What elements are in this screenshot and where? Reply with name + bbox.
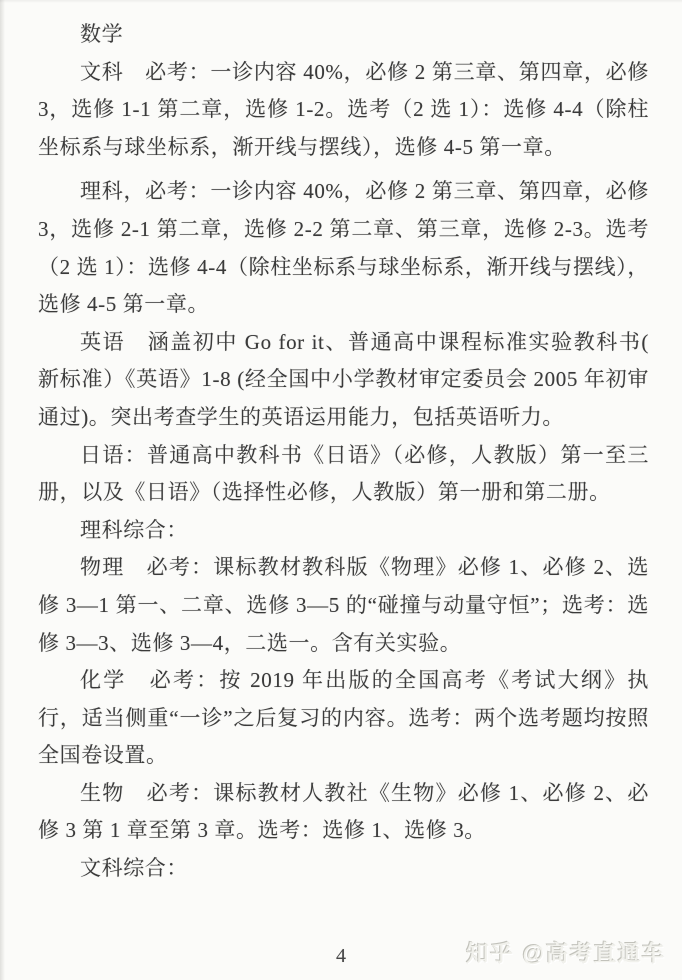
paragraph-english: 英语 涵盖初中 Go for it、普通高中课程标准实验教科书( 新标准）《英语》1-8 (经全国中小学教材审定委员会 2005 年初审通过)。突出考查学生的英语运用能力，包括英语听力。: [38, 329, 649, 429]
paragraph-math-science: 理科，必考：一诊内容 40%，必修 2 第三章、第四章，必修 3，选修 2-1 第二章，选修 2-2 第二章、第三章，选修 2-3。选考（2 选 1）：选修 4-4（除柱坐标系与球坐标系，渐开线与摆线），选修 4-5 第一章。: [38, 179, 649, 317]
page-number: 4: [336, 945, 346, 967]
paragraph-math-title: 数学: [80, 22, 124, 46]
paragraph-biology: 生物 必考：课标教材人教社《生物》必修 1、必修 2、必修 3 第 1 章至第 3 章。选考：选修 1、选修 3。: [38, 780, 649, 843]
paragraph-japanese: 日语：普通高中教科书《日语》（必修，人教版）第一至三册，以及《日语》（选择性必修，人教版）第一册和第二册。: [38, 442, 649, 505]
paragraph-physics: 物理 必考：课标教材教科版《物理》必修 1、必修 2、选修 3—1 第一、二章、选修 3—5 的“碰撞与动量守恒”；选考：选修 3—3、选修 3—4，二选一。含有关实验。: [38, 555, 649, 655]
heading-liberal-arts-comprehensive: 文科综合：: [80, 856, 188, 881]
heading-science-comprehensive: 理科综合：: [80, 517, 188, 542]
paragraph-math-liberal-arts: 文科 必考：一诊内容 40%，必修 2 第三章、第四章，必修 3，选修 1-1 第二章，选修 1-2。选考（2 选 1）：选修 4-4（除柱坐标系与球坐标系，渐开线与摆线），选修 4-5 第一章。: [38, 59, 649, 159]
paragraph-chemistry: 化学 必考：按 2019 年出版的全国高考《考试大纲》执行，适当侧重“一诊”之后复习的内容。选考：两个选考题均按照全国卷设置。: [38, 668, 649, 768]
zhihu-watermark: 知乎 @高考直通车: [466, 941, 666, 966]
